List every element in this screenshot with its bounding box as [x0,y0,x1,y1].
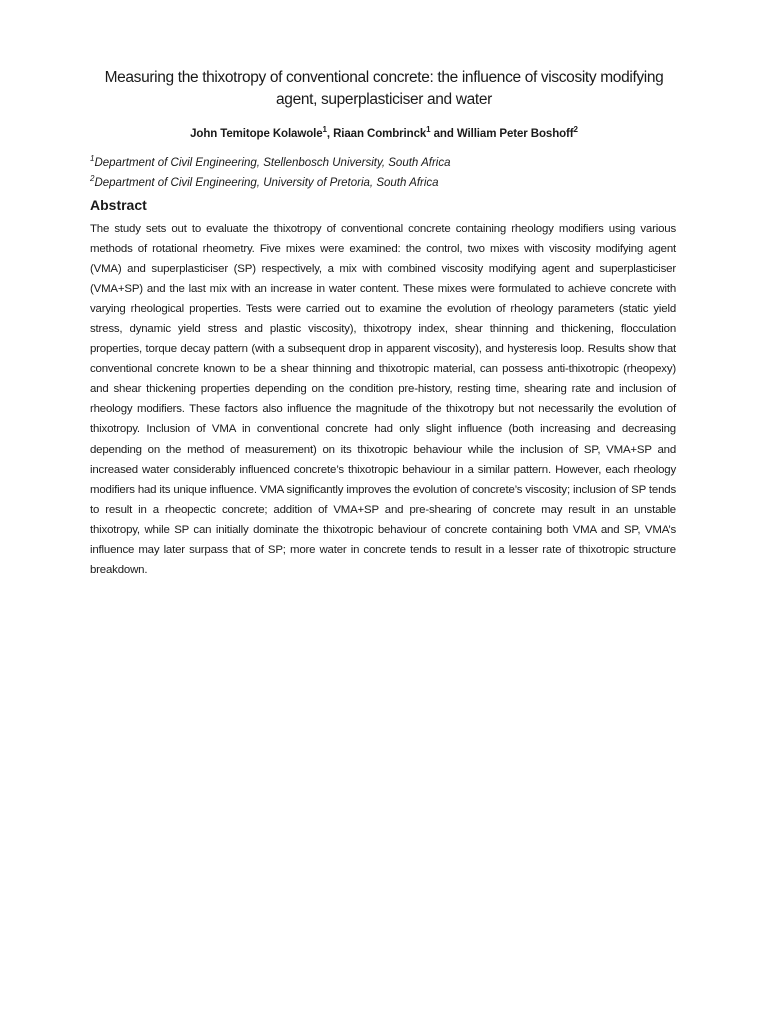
paper-title-line-2: agent, superplasticiser and water [276,91,492,108]
affiliation-mark: 1 [90,154,95,163]
author-separator: , [326,127,334,140]
author-affiliation-mark: 1 [426,125,431,134]
affiliation-text: Department of Civil Engineering, Stellenbosch University, South Africa [94,156,451,169]
paper-title-line-1: Measuring the thixotropy of conventional concrete: the influence of viscosity modifying [104,69,664,86]
author-separator: and [430,127,457,140]
affiliation-item [90,151,450,171]
abstract-heading: Abstract [90,197,147,213]
affiliation-text: Department of Civil Engineering, University of Pretoria, South Africa [94,177,439,190]
affiliation-mark: 2 [90,174,95,184]
author-name: John Temitope Kolawole [190,127,323,140]
author-name: Riaan Combrinck [333,127,427,140]
affiliation-item [90,171,450,191]
author-affiliation-mark: 1 [322,125,327,134]
abstract-body: The study sets out to evaluate the thixotropy of conventional concrete containing rheology modifiers using various methods of rotational rheometry. Five mixes were examined: the control, two mixes with viscosity modifying agent (VMA) and superplasticiser (SP) respectively, a mix with combined viscosity modifying agent and superplasticiser (VMA+SP) and the last mix with an increase in water content. These mixes were formulated to achieve concrete with varying rheological properties. Tests were carried out to examine the evolution of rheology parameters (static yield stress, dynamic yield stress and plastic viscosity), thixotropy index, shear thinning and thickening, flocculation properties, torque decay pattern (with a subsequent drop in apparent viscosity), and hysteresis loop. Results show that conventional concrete known to be a shear thinning and thixotropic material, can possess anti-thixotropic (rheopexy) and shear thickening properties depending on the condition pre-history, resting time, shearing rate and inclusion of rheology modifiers. These factors also influence the magnitude of the thixotropy but not necessarily the evolution of thixotropy. Inclusion of VMA in conventional concrete had only slight influence (both increasing and decreasing depending on the method of measurement) on its thixotropic behaviour while the inclusion of SP, VMA+SP and increased water considerably influenced concrete’s thixotropic behaviour in a similar pattern. However, each rheology modifiers had its unique influence. VMA significantly improves the evolution of concrete’s viscosity; inclusion of SP tends to result in a rheopectic concrete; addition of VMA+SP and pre-shearing of concrete may result in an unstable thixotropy, while SP can initially dominate the thixotropic behaviour of concrete containing both VMA and SP, VMA’s influence may later surpass that of SP; more water in concrete tends to result in a lesser rate of thixotropic structure breakdown. [90,223,676,576]
author-affiliation-mark: 2 [573,125,578,134]
author-name: William Peter Boshoff [456,127,574,140]
paper-title [90,67,678,111]
author-list [90,125,678,140]
affiliation-list [90,151,450,192]
